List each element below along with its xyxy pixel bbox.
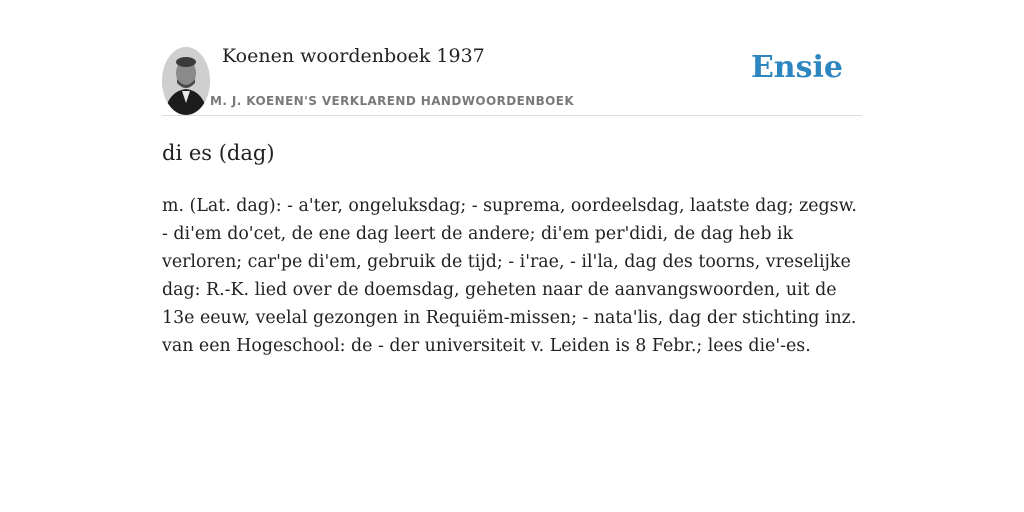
page-container — [162, 0, 862, 356]
ensie-logo-link[interactable]: Ensie — [750, 50, 843, 85]
book-title-link[interactable]: Koenen woordenboek 1937 — [222, 45, 485, 67]
author-portrait-icon[interactable] — [162, 47, 210, 115]
book-subtitle: M. J. KOENEN'S VERKLAREND HANDWOORDENBOEK — [210, 94, 575, 108]
entry-headword: di es (dag) — [162, 141, 275, 165]
entry-definition: m. (Lat. dag): - a'ter, ongeluksdag; - suprema, oordeelsdag, laatste dag; zegsw. - di'em do'cet, de ene dag leert de andere; di'em per'didi, de dag heb ik verloren; car'pe di'em, gebruik de tijd; - i'rae, - il'la, dag des toorns, vreselijke dag: R.-K. lied over de doemsdag, geheten naar de aanvangswoorden, uit de 13e eeuw, veelal gezongen in Requiëm-missen; - nata'lis, dag der stichting inz. van een Hogeschool: de - der universiteit v. Leiden is 8 Febr.; lees die'-es. — [162, 196, 857, 356]
dictionary-header — [162, 0, 862, 116]
